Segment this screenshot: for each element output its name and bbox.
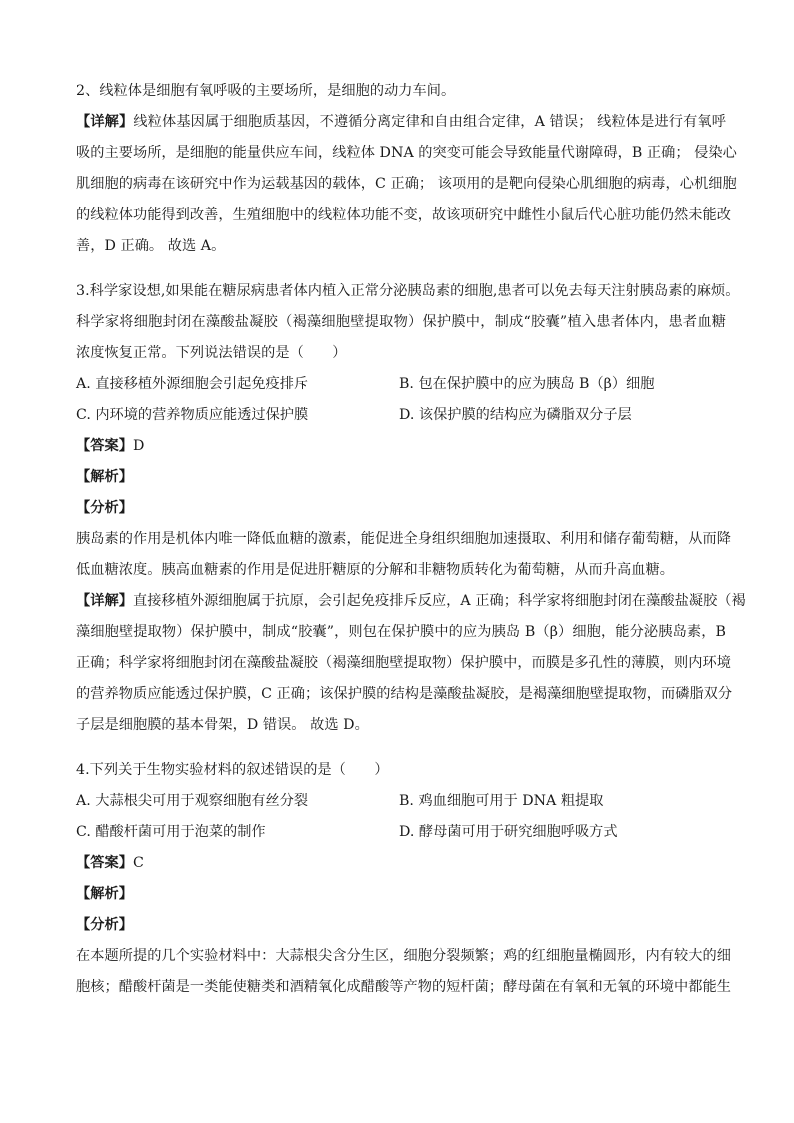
answer-tag: 【答案】: [76, 855, 133, 871]
q2-detail-line-4: 的线粒体功能得到改善，生殖细胞中的线粒体功能不变，故该项研究中雌性小鼠后代心脏功能仍然未能改: [76, 207, 731, 223]
q3-stem-line-3: 浓度恢复正常。下列说法错误的是（ ）: [76, 345, 347, 361]
q2-detail-line-3: 肌细胞的病毒在该研究中作为运载基因的载体，C 正确； 该项用的是靶向侵染心肌细胞的病毒，心机细胞: [76, 176, 737, 192]
q4-option-c: C. 醋酸杆菌可用于泡菜的制作: [76, 824, 266, 840]
q4-answer-value: C: [132, 855, 144, 871]
q4-stem: 4.下列关于生物实验材料的叙述错误的是（ ）: [76, 762, 389, 778]
q3-fenxi-line-1: 胰岛素的作用是机体内唯一降低血糖的激素，能促进全身组织细胞加速摄取、利用和储存葡萄糖，从而降: [76, 531, 731, 547]
q3-detail-line-4: 的营养物质应能透过保护膜，C 正确；该保护膜的结构是藻酸盐凝胶，是褐藻细胞壁提取物，而磷脂双分: [76, 686, 733, 702]
q3-options-row-2: [76, 400, 726, 431]
q3-answer-line: [76, 431, 726, 462]
q4-options-row-2: [76, 817, 726, 848]
q2-detail-text-1: 线粒体基因属于细胞质基因，不遵循分离定律和自由组合定律，A 错误； 线粒体是进行有氧呼: [133, 114, 726, 130]
q4-options-row-1: [76, 786, 726, 817]
q2-detail-line-2: 吸的主要场所，是细胞的能量供应车间，线粒体 DNA 的突变可能会导致能量代谢障碍，B 正确； 侵染心: [76, 145, 737, 161]
detail-tag: 【详解】: [76, 114, 134, 130]
q3-detail-line-2: 藻细胞壁提取物）保护膜中，制成“胶囊”，则包在保护膜中的应为胰岛 B（β）细胞，能分泌胰岛素，B: [76, 624, 726, 640]
q4-fenxi-tag: 【分析】: [76, 917, 133, 933]
q3-stem-line-2: 科学家将细胞封闭在藻酸盐凝胶（褐藻细胞壁提取物）保护膜中，制成“胶囊”植入患者体内，患者血糖: [76, 314, 726, 330]
q4-fenxi-line-2: 胞核；醋酸杆菌是一类能使糖类和酒精氧化成醋酸等产物的短杆菌；酵母菌在有氧和无氧的环境中都能生: [76, 979, 731, 995]
spacer: [76, 741, 726, 755]
q3-option-b: B. 包在保护膜中的应为胰岛 B（β）细胞: [399, 376, 655, 392]
q3-analysis-tag: 【解析】: [76, 469, 133, 485]
q4-analysis-tag: 【解析】: [76, 886, 133, 902]
detail-tag: 【详解】: [76, 593, 133, 609]
q3-detail-text-1: 直接移植外源细胞属于抗原，会引起免疫排斥反应，A 正确；科学家将细胞封闭在藻酸盐凝胶（褐: [132, 593, 746, 609]
answer-tag: 【答案】: [76, 438, 133, 454]
q3-answer-value: D: [132, 438, 145, 454]
q3-option-a: A. 直接移植外源细胞会引起免疫排斥: [76, 376, 309, 392]
q3-detail-line-5: 子层是细胞膜的基本骨架，D 错误。 故选 D。: [76, 717, 369, 733]
q4-answer-line: [76, 848, 726, 879]
q2-summary-line: 2、线粒体是细胞有氧呼吸的主要场所，是细胞的动力车间。: [76, 83, 456, 99]
q2-detail-line-5: 善，D 正确。 故选 A。: [76, 238, 226, 254]
q4-option-b: B. 鸡血细胞可用于 DNA 粗提取: [399, 793, 604, 809]
q3-option-d: D. 该保护膜的结构应为磷脂双分子层: [399, 407, 632, 423]
q4-option-d: D. 酵母菌可用于研究细胞呼吸方式: [399, 824, 618, 840]
q4-fenxi-line-1: 在本题所提的几个实验材料中：大蒜根尖含分生区，细胞分裂频繁；鸡的红细胞量椭圆形，内有较大的细: [76, 948, 731, 964]
q3-detail-line-1: [76, 586, 746, 617]
q3-detail-line-3: 正确；科学家将细胞封闭在藻酸盐凝胶（褐藻细胞壁提取物）保护膜中，而膜是多孔性的薄膜，则内环境: [76, 655, 731, 671]
document-page: [76, 76, 746, 1003]
q3-option-c: C. 内环境的营养物质应能透过保护膜: [76, 407, 309, 423]
q3-stem-line-1: 3.科学家设想,如果能在糖尿病患者体内植入正常分泌胰岛素的细胞,患者可以免去每天注射胰岛素的麻烦。: [76, 283, 740, 299]
spacer: [76, 262, 726, 276]
q4-option-a: A. 大蒜根尖可用于观察细胞有丝分裂: [76, 793, 309, 809]
q3-fenxi-tag: 【分析】: [76, 500, 133, 516]
q3-options-row-1: [76, 369, 726, 400]
q3-fenxi-line-2: 低血糖浓度。胰高血糖素的作用是促进肝糖原的分解和非糖物质转化为葡萄糖，从而升高血糖。: [76, 562, 674, 578]
q2-detail-line-1: [76, 107, 726, 138]
